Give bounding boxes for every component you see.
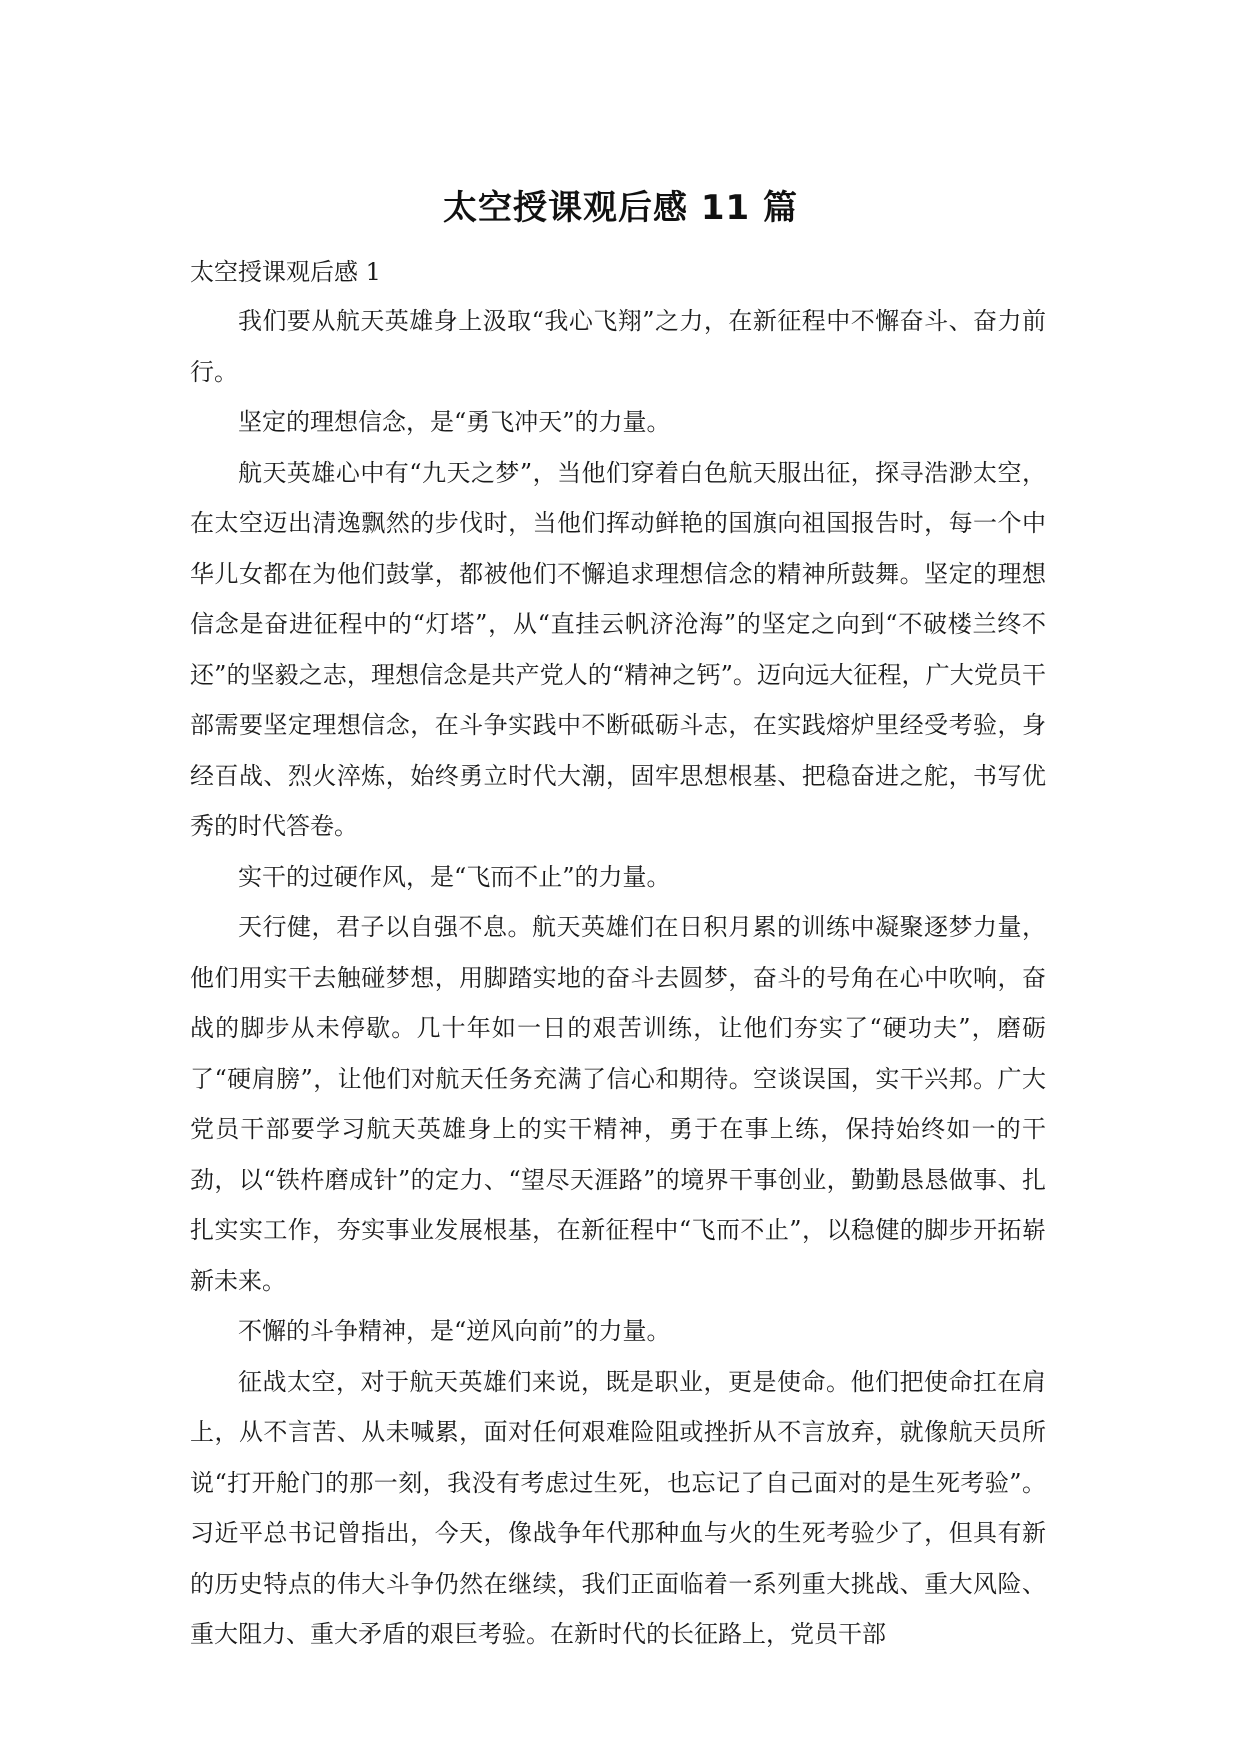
paragraph: 坚定的理想信念，是“勇飞冲天”的力量。 xyxy=(238,408,671,436)
paragraph: 不懈的斗争精神，是“逆风向前”的力量。 xyxy=(238,1317,671,1345)
section-heading: 太空授课观后感 1 xyxy=(190,258,381,286)
paragraph: 天行健，君子以自强不息。航天英雄们在日积月累的训练中凝聚逐梦力量，他们用实干去触碰梦想，用脚踏实地的奋斗去圆梦，奋斗的号角在心中吹响，奋战的脚步从未停歇。几十年如一日的艰苦训练，让他们夯实了“硬功夫”，磨砺了“硬肩膀”，让他们对航天任务充满了信心和期待。空谈误国，实干兴邦。广大党员干部要学习航天英雄身上的实干精神，勇于在事上练，保持始终如一的干劲，以“铁杵磨成针”的定力、“望尽天涯路”的境界干事创业，勤勤恳恳做事、扎扎实实工作，夯实事业发展根基，在新征程中“飞而不止”，以稳健的脚步开拓崭新未来。 xyxy=(190,913,1046,1295)
paragraph: 实干的过硬作风，是“飞而不止”的力量。 xyxy=(238,862,671,891)
paragraph: 航天英雄心中有“九天之梦”，当他们穿着白色航天服出征，探寻浩渺太空，在太空迈出清逸飘然的步伐时，当他们挥动鲜艳的国旗向祖国报告时，每一个中华儿女都在为他们鼓掌，都被他们不懈追求理想信念的精神所鼓舞。坚定的理想信念是奋进征程中的“灯塔”，从“直挂云帆济沧海”的坚定之向到“不破楼兰终不还”的坚毅之志，理想信念是共产党人的“精神之钙”。迈向远大征程，广大党员干部需要坚定理想信念，在斗争实践中不断砥砺斗志，在实践熔炉里经受考验，身经百战、烈火淬炼，始终勇立时代大潮，固牢思想根基、把稳奋进之舵，书写优秀的时代答卷。 xyxy=(190,458,1046,840)
document-body xyxy=(190,296,1046,1660)
paragraph: 征战太空，对于航天英雄们来说，既是职业，更是使命。他们把使命扛在肩上，从不言苦、从未喊累，面对任何艰难险阻或挫折从不言放弃，就像航天员所说“打开舱门的那一刻，我没有考虑过生死，也忘记了自己面对的是生死考验”。习近平总书记曾指出，今天，像战争年代那种血与火的生死考验少了，但具有新的历史特点的伟大斗争仍然在继续，我们正面临着一系列重大挑战、重大风险、重大阻力、重大矛盾的艰巨考验。在新时代的长征路上，党员干部 xyxy=(190,1367,1046,1648)
document-title: 太空授课观后感 11 篇 xyxy=(443,188,798,228)
paragraph: 我们要从航天英雄身上汲取“我心飞翔”之力，在新征程中不懈奋斗、奋力前行。 xyxy=(190,307,1046,386)
